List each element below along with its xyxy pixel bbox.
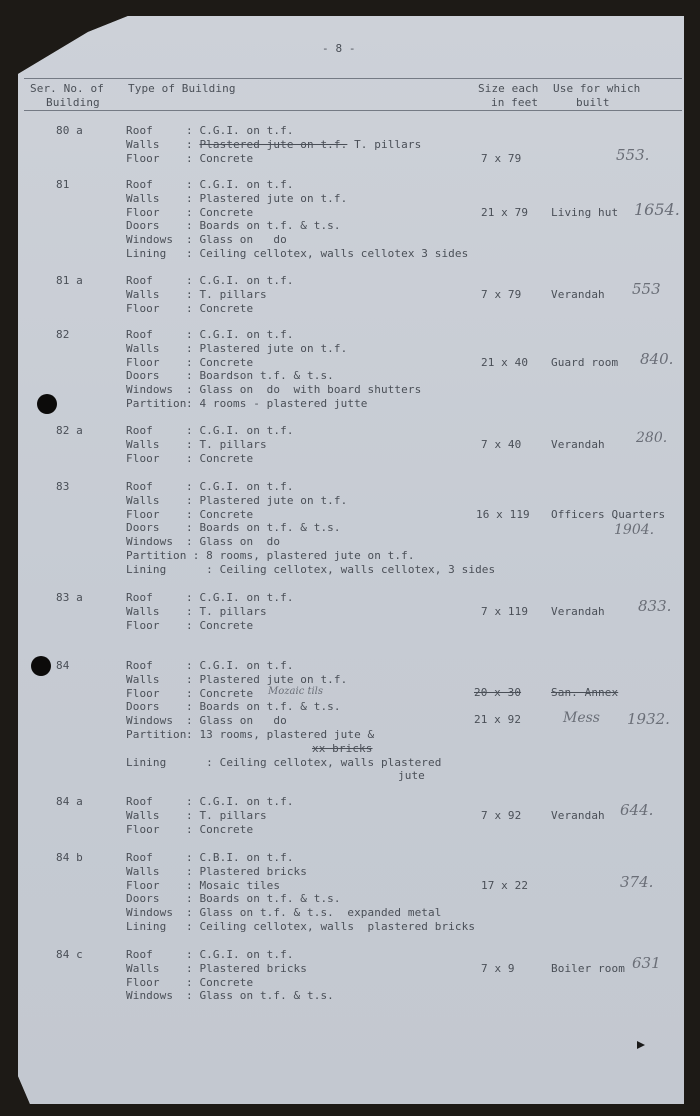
size-feet: 7 x 79 [481,151,522,165]
handwritten-number: 553 [632,280,661,298]
ser-number: 83 a [56,591,83,604]
ser-number: 84 c [56,948,83,961]
handwritten-number: 833. [638,597,672,615]
field-value: : 8 rooms, plastered jute on t.f. [186,549,415,562]
field-value: : Concrete [186,301,254,315]
floor-note: Mozaic tils [268,686,324,697]
field-label: Walls [126,493,160,507]
use-handwritten: Mess [563,710,600,726]
field-value: : Mosaic tiles [186,878,281,892]
field-label: Roof [126,795,153,808]
field-label: Floor [126,686,160,700]
field-label: Floor [126,507,160,521]
field-label: Walls [126,961,160,975]
ser-number: 81 [56,178,70,191]
field-value: : T. pillars [186,604,267,618]
header-size-2: in feet [491,96,539,109]
arrow-marker-icon [637,1041,645,1049]
field-label: Roof [126,591,153,604]
handwritten-number: 631 [632,954,661,972]
field-value: : Plastered bricks [186,961,308,975]
field-label: Partition [126,549,187,562]
field-value: : Glass on t.f. & t.s. expanded metal [186,906,442,920]
field-value: : Glass on do with board shutters [186,383,422,397]
field-label: Roof [126,424,153,437]
field-label: Lining [126,755,167,769]
use-built: Guard room [551,355,619,369]
field-value: : C.G.I. on t.f. [186,795,294,808]
field-label: Walls [126,604,160,618]
field-value: : C.G.I. on t.f. [186,480,294,493]
use-built: Living hut [551,205,619,219]
size-feet: 7 x 119 [481,604,529,618]
ser-number: 84 a [56,795,83,808]
field-label: Doors [126,219,160,233]
field-value: : 13 rooms, plastered jute & [186,728,375,741]
field-label: Roof [126,948,153,961]
field-value: jute [398,769,425,783]
handwritten-number: 1654. [634,200,680,219]
field-value: : Concrete [186,151,254,165]
header-use: Use for which [553,82,641,95]
field-label: Partition [126,728,187,741]
field-value: : Plastered jute on t.f. [186,191,348,205]
field-value: : Ceiling cellotex, walls plastered [186,755,442,769]
field-value: : C.G.I. on t.f. [186,424,294,437]
field-label: Roof [126,480,153,493]
page-number: - 8 - [322,42,356,55]
use-built: Verandah [551,437,605,451]
field-value: : T. pillars [186,437,267,451]
field-label: Lining [126,920,167,933]
field-label: Walls [126,437,160,451]
field-label: Roof [126,328,153,341]
field-value: : Plastered jute on t.f. [186,672,348,686]
field-label: Walls [126,191,160,205]
field-label: Floor [126,822,160,836]
field-value: : T. pillars [186,287,267,301]
header-ser-no-2: Building [46,96,100,109]
field-value: : 4 rooms - plastered jutte [186,397,368,410]
use-built: Boiler room [551,961,625,975]
field-value: : Concrete [186,355,254,369]
field-value: : C.G.I. on t.f. [186,659,294,672]
use-built: Officers Quarters [551,507,666,521]
field-label: Walls [126,341,160,355]
field-value: : Ceiling cellotex, walls cellotex, 3 sides [186,562,496,576]
header-type: Type of Building [128,82,236,95]
field-label: Lining [126,247,167,260]
handwritten-number: 1904. [614,522,655,538]
field-label: Roof [126,851,153,864]
field-label: Windows [126,233,174,247]
use-struck: San. Annex [551,686,619,699]
header-size: Size each [478,82,539,95]
field-label: Floor [126,618,160,632]
field-label: Doors [126,700,160,714]
field-value: : Boardson t.f. & t.s. [186,369,334,383]
ser-number: 81 a [56,274,83,287]
ser-number: 83 [56,480,70,493]
size-feet: 21 x 92 [474,713,522,726]
field-label: Windows [126,906,174,920]
field-label: Walls [126,137,160,151]
field-value: : Plastered bricks [186,864,308,878]
field-label: Windows [126,989,174,1003]
size-struck: 20 x 30 [474,686,522,699]
field-label: Walls [126,808,160,822]
ser-number: 80 a [56,124,83,137]
field-label: Walls [126,864,160,878]
field-label: Roof [126,178,153,191]
ser-number: 84 [56,659,70,672]
field-value: : Glass on do [186,535,281,549]
field-label: Floor [126,205,160,219]
handwritten-number: 374. [620,873,654,891]
field-label: Floor [126,878,160,892]
ser-number: 82 a [56,424,83,437]
field-value: xx bricks [312,741,373,755]
field-value: : Plastered jute on t.f. T. pillars [186,137,422,151]
header-ser-no: Ser. No. of [30,82,104,95]
ser-number: 84 b [56,851,83,864]
size-feet: 7 x 92 [481,808,522,822]
punch-hole [31,656,51,676]
field-value: : Boards on t.f. & t.s. [186,700,341,714]
size-feet: 16 x 119 [476,507,530,521]
handwritten-number: 644. [620,801,654,819]
handwritten-number: 1932. [627,710,670,728]
field-label: Roof [126,274,153,287]
handwritten-number: 280. [636,430,668,446]
header-rule-top [24,78,682,79]
field-value: : Plastered jute on t.f. [186,341,348,355]
field-value: : Concrete [186,822,254,836]
struck-text: Plastered jute on t.f. [199,137,348,151]
field-label: Doors [126,521,160,535]
field-label: Floor [126,975,160,989]
field-value: : C.G.I. on t.f. [186,124,294,137]
field-label: Windows [126,383,174,397]
field-value: : C.G.I. on t.f. [186,274,294,287]
field-label: Doors [126,892,160,906]
field-value: : Boards on t.f. & t.s. [186,892,341,906]
field-label: Windows [126,714,174,728]
size-feet: 21 x 79 [481,205,529,219]
field-value: : Concrete [186,975,254,989]
field-value: : Concrete [186,507,254,521]
ser-number: 82 [56,328,70,341]
field-label: Floor [126,151,160,165]
field-value: : Concrete [186,205,254,219]
field-label: Floor [126,451,160,465]
field-label: Windows [126,535,174,549]
field-label: Partition [126,397,187,410]
header-rule-bottom [24,110,682,111]
field-value: : Glass on do [186,233,287,247]
size-feet: 21 x 40 [481,355,529,369]
field-value: : Concrete [186,686,254,700]
field-value: : C.G.I. on t.f. [186,948,294,961]
field-value: : C.G.I. on t.f. [186,328,294,341]
field-value: : C.G.I. on t.f. [186,591,294,604]
field-value: : Concrete [186,618,254,632]
field-value: : Plastered jute on t.f. [186,493,348,507]
field-value: : T. pillars [186,808,267,822]
field-label: Roof [126,659,153,672]
field-label: Floor [126,355,160,369]
size-feet: 17 x 22 [481,878,529,892]
use-built: Verandah [551,808,605,822]
field-value: : C.G.I. on t.f. [186,178,294,191]
use-built: Verandah [551,604,605,618]
field-label: Floor [126,301,160,315]
field-value: : Glass on do [186,714,287,728]
field-value: : Boards on t.f. & t.s. [186,219,341,233]
field-value: : Boards on t.f. & t.s. [186,521,341,535]
header-use-2: built [576,96,610,109]
field-label: Doors [126,369,160,383]
field-value: : Glass on t.f. & t.s. [186,989,334,1003]
use-built: Verandah [551,287,605,301]
handwritten-number: 840. [640,350,674,368]
field-label: Lining [126,562,167,576]
punch-hole [37,394,57,414]
field-value: : Concrete [186,451,254,465]
field-value: : C.B.I. on t.f. [186,851,294,864]
field-label: Walls [126,672,160,686]
size-feet: 7 x 79 [481,287,522,301]
field-label: Roof [126,124,153,137]
field-value: : Ceiling cellotex, walls plastered bricks [186,920,476,933]
size-feet: 7 x 9 [481,961,515,975]
handwritten-number: 553. [616,146,650,164]
size-feet: 7 x 40 [481,437,522,451]
field-value: : Ceiling cellotex, walls cellotex 3 sides [186,247,469,260]
field-label: Walls [126,287,160,301]
